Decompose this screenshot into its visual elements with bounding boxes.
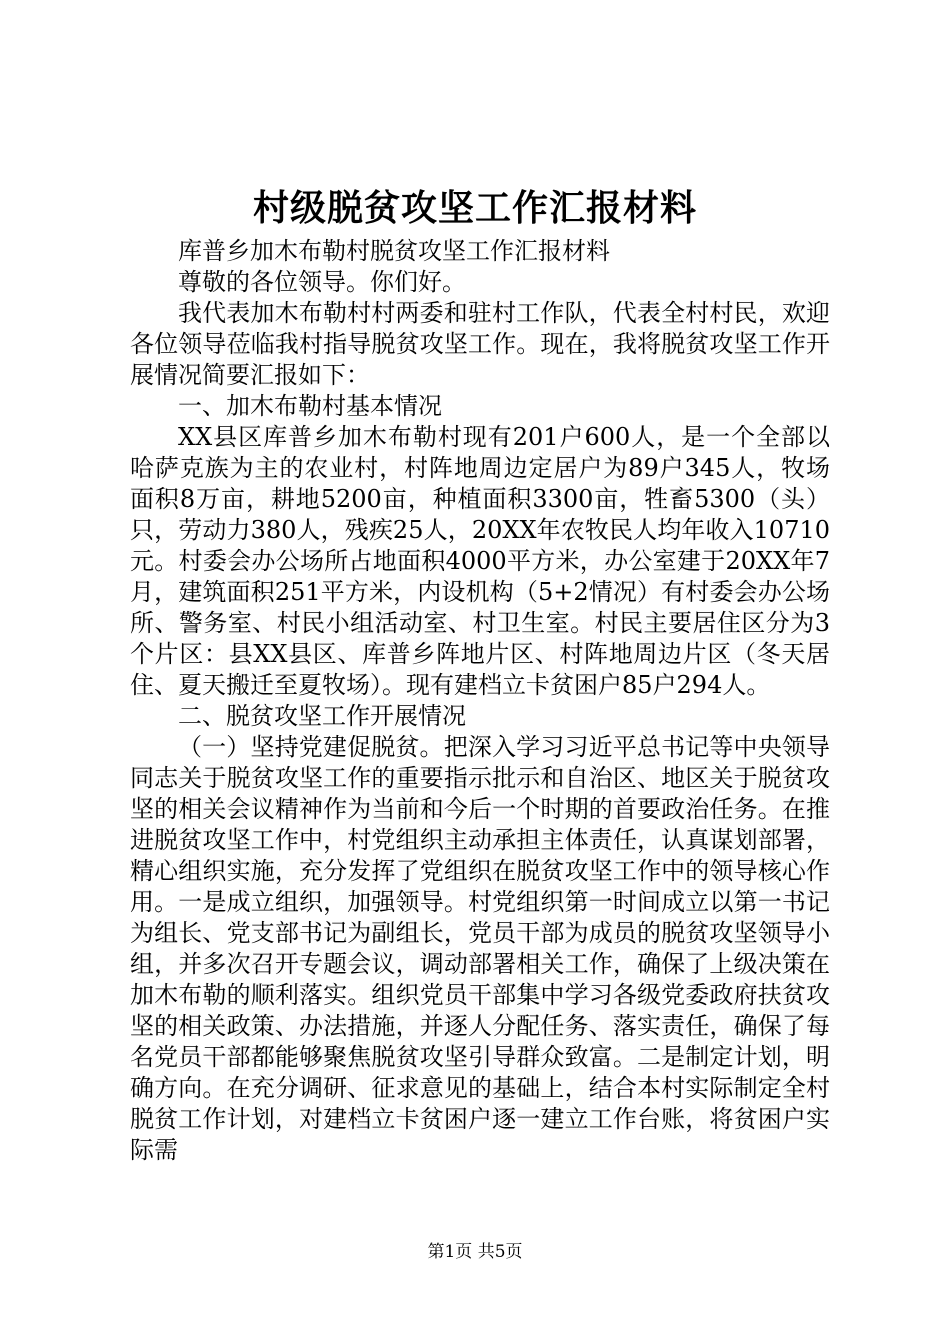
page-footer: 第1页 共5页 bbox=[427, 1242, 523, 1262]
document-body bbox=[130, 236, 830, 1166]
document-title: 村级脱贫攻坚工作汇报材料 bbox=[252, 187, 697, 229]
basic-info-paragraph: XX县区库普乡加木布勒村现有201户600人，是一个全部以哈萨克族为主的农业村，村阵地周边定居户为89户345人，牧场面积8万亩，耕地5200亩，种植面积3300亩，牲畜5300（头）只，劳动力380人，残疾25人，20XX年农牧民人均年收入10710元。村委会办公场所占地面积4000平方米，办公室建于20XX年7月，建筑面积251平方米，内设机构（5+2情况）有村委会办公场所、警务室、村民小组活动室、村卫生室。村民主要居住区分为3个片区：县XX县区、库普乡阵地片区、村阵地周边片区（冬天居住、夏天搬迁至夏牧场）。现有建档立卡贫困户85户294人。 bbox=[130, 423, 830, 699]
subtitle-paragraph: 库普乡加木布勒村脱贫攻坚工作汇报材料 bbox=[178, 237, 610, 265]
section-heading-1: 一、加木布勒村基本情况 bbox=[178, 392, 442, 420]
intro-paragraph: 我代表加木布勒村村两委和驻村工作队，代表全村村民，欢迎各位领导莅临我村指导脱贫攻坚工作。现在，我将脱贫攻坚工作开展情况简要汇报如下： bbox=[130, 299, 830, 389]
greeting-paragraph: 尊敬的各位领导。你们好。 bbox=[178, 268, 466, 296]
party-building-paragraph: （一）坚持党建促脱贫。把深入学习习近平总书记等中央领导同志关于脱贫攻坚工作的重要指示批示和自治区、地区关于脱贫攻坚的相关会议精神作为当前和今后一个时期的首要政治任务。在推进脱贫攻坚工作中，村党组织主动承担主体责任，认真谋划部署，精心组织实施，充分发挥了党组织在脱贫攻坚工作中的领导核心作用。一是成立组织，加强领导。村党组织第一时间成立以第一书记为组长、党支部书记为副组长，党员干部为成员的脱贫攻坚领导小组，并多次召开专题会议，调动部署相关工作，确保了上级决策在加木布勒的顺利落实。组织党员干部集中学习各级党委政府扶贫攻坚的相关政策、办法措施，并逐人分配任务、落实责任，确保了每名党员干部都能够聚焦脱贫攻坚引导群众致富。二是制定计划，明确方向。在充分调研、征求意见的基础上，结合本村实际制定全村脱贫工作计划，对建档立卡贫困户逐一建立工作台账，将贫困户实际需 bbox=[130, 733, 830, 1164]
section-heading-2: 二、脱贫攻坚工作开展情况 bbox=[178, 702, 466, 730]
